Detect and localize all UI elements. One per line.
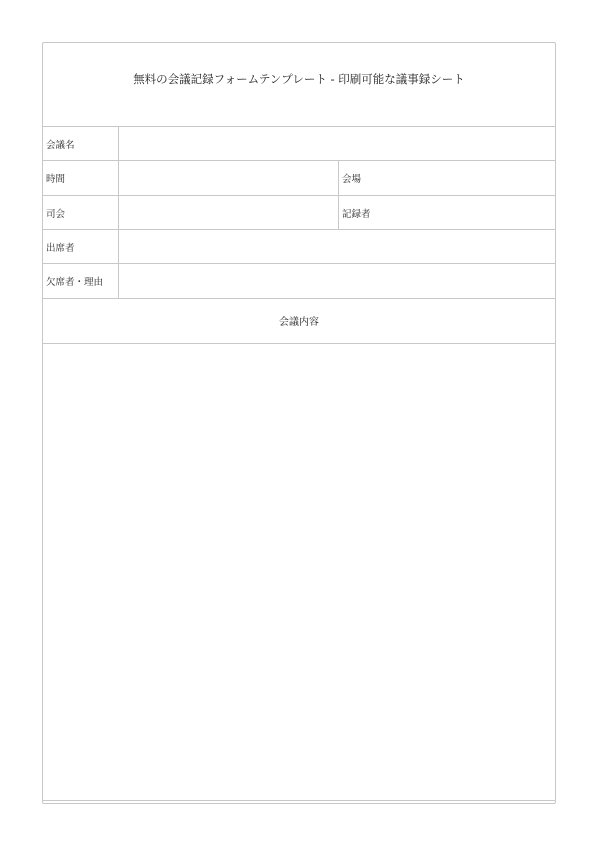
absentees-field[interactable] bbox=[119, 264, 555, 298]
section-heading-meeting-content: 会議内容 bbox=[279, 317, 319, 328]
meeting-content-area[interactable] bbox=[43, 344, 555, 800]
form-title: 無料の会議記録フォームテンプレート - 印刷可能な議事録シート bbox=[133, 71, 465, 86]
time-field[interactable] bbox=[119, 161, 338, 195]
label-meeting-name: 会議名 bbox=[46, 139, 75, 151]
label-venue: 会場 bbox=[342, 174, 362, 185]
attendees-field[interactable] bbox=[119, 230, 555, 263]
label-time: 時間 bbox=[46, 174, 66, 185]
label-recorder: 記録者 bbox=[342, 208, 371, 220]
meeting-minutes-form bbox=[42, 42, 556, 804]
label-attendees: 出席者 bbox=[46, 242, 75, 254]
divider bbox=[43, 800, 555, 801]
meeting-name-field[interactable] bbox=[119, 127, 555, 160]
chair-field[interactable] bbox=[119, 196, 338, 229]
label-chair: 司会 bbox=[46, 208, 66, 220]
label-absentees: 欠席者・理由 bbox=[46, 277, 104, 288]
venue-field[interactable] bbox=[399, 161, 555, 195]
recorder-field[interactable] bbox=[399, 196, 555, 229]
